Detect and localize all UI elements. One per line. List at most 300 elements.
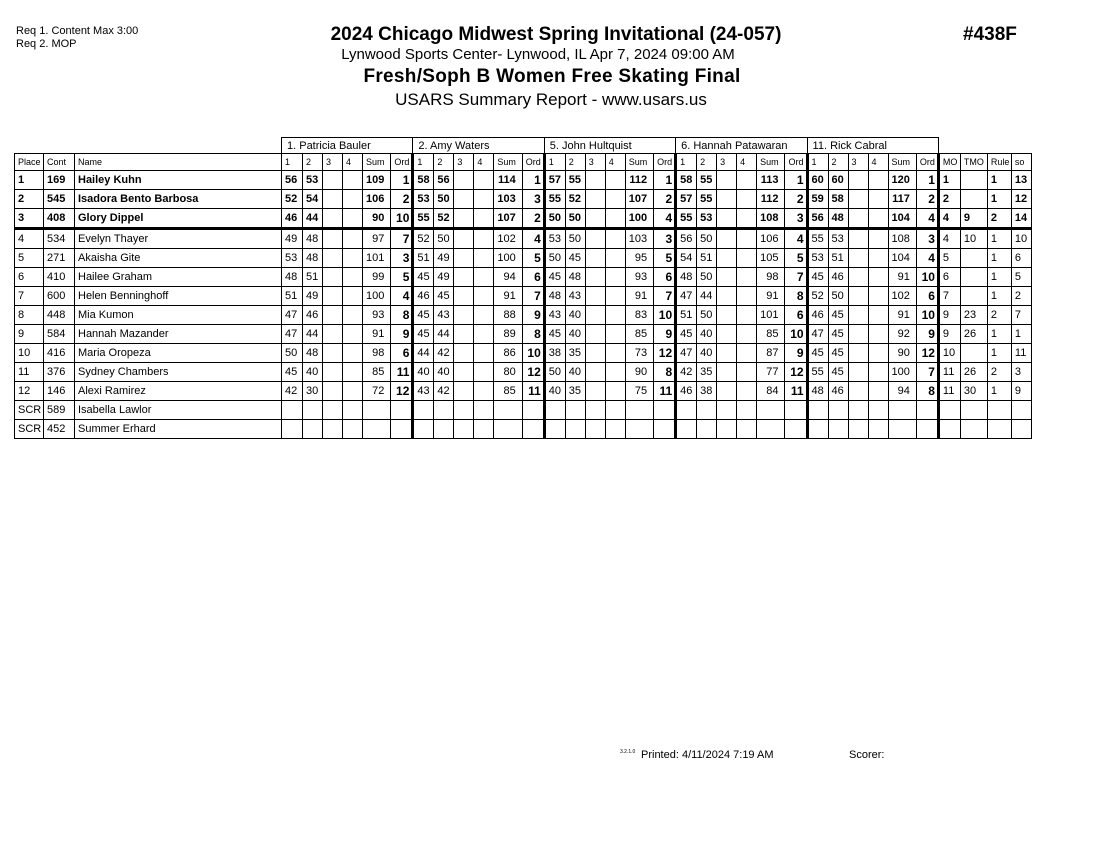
so-cell: 11 [1011,344,1031,363]
score-cell [868,209,888,229]
tmo-cell [960,171,987,190]
score-cell: 53 [807,249,828,268]
ordinal-cell: 3 [785,209,807,229]
so-cell: 5 [1011,268,1031,287]
sum-cell: 102 [494,229,522,249]
score-cell [605,190,625,209]
score-cell [848,229,868,249]
sum-cell [888,401,916,420]
score-cell [434,420,454,439]
score-cell [303,401,323,420]
tail-col-header: Rule [987,154,1011,171]
ordinal-cell [916,401,938,420]
score-cell: 51 [303,268,323,287]
judge-col-header: 3 [454,154,474,171]
skater-name-cell: Evelyn Thayer [75,229,282,249]
rule-cell [987,401,1011,420]
score-cell [282,401,303,420]
rule-cell: 1 [987,382,1011,401]
judge-col-header: Ord [654,154,676,171]
sum-cell: 85 [757,325,785,344]
score-cell [717,190,737,209]
score-cell: 45 [565,249,585,268]
score-cell [717,382,737,401]
sum-cell: 93 [625,268,653,287]
ordinal-cell: 5 [391,268,413,287]
sum-cell: 120 [888,171,916,190]
score-cell [585,420,605,439]
ordinal-cell: 1 [785,171,807,190]
tmo-cell [960,420,987,439]
skater-name-cell: Helen Benninghoff [75,287,282,306]
score-cell [343,229,363,249]
ordinal-cell: 1 [522,171,544,190]
score-cell: 50 [828,287,848,306]
score-cell: 48 [676,268,697,287]
sum-cell: 100 [888,363,916,382]
score-cell: 45 [544,325,565,344]
ordinal-cell: 11 [391,363,413,382]
score-cell: 45 [676,325,697,344]
score-cell: 48 [807,382,828,401]
score-cell [868,249,888,268]
cont-cell: 589 [44,401,75,420]
ordinal-cell [785,420,807,439]
score-cell: 52 [434,209,454,229]
score-cell: 40 [565,363,585,382]
skater-name-cell: Isabella Lawlor [75,401,282,420]
score-cell: 55 [807,229,828,249]
sum-cell: 91 [494,287,522,306]
rule-cell: 2 [987,306,1011,325]
ordinal-cell: 10 [391,209,413,229]
cont-cell: 584 [44,325,75,344]
sum-cell: 89 [494,325,522,344]
ordinal-cell [522,401,544,420]
result-row [15,420,1032,439]
ordinal-cell: 2 [785,190,807,209]
sum-cell [757,401,785,420]
score-cell [585,190,605,209]
ordinal-cell [785,401,807,420]
score-cell: 46 [676,382,697,401]
score-cell: 35 [565,344,585,363]
score-cell: 51 [282,287,303,306]
place-cell: 12 [15,382,44,401]
score-cell: 40 [544,382,565,401]
ordinal-cell [916,420,938,439]
judge-col-header: 4 [343,154,363,171]
sum-cell: 107 [494,209,522,229]
score-cell [737,344,757,363]
score-cell [868,171,888,190]
result-row [15,382,1032,401]
score-cell [282,420,303,439]
score-cell [585,344,605,363]
printed-timestamp: Printed: 4/11/2024 7:19 AM [641,749,774,761]
score-cell: 49 [303,287,323,306]
score-cell [737,268,757,287]
ordinal-cell: 5 [654,249,676,268]
score-cell: 53 [697,209,717,229]
skater-name-cell: Mia Kumon [75,306,282,325]
score-cell: 44 [303,209,323,229]
rule-cell: 1 [987,171,1011,190]
sum-cell: 91 [363,325,391,344]
score-cell: 51 [697,249,717,268]
col-cont-header: Cont [44,154,75,171]
score-cell [585,325,605,344]
judge-col-header: 1 [807,154,828,171]
score-cell: 38 [544,344,565,363]
score-cell [868,325,888,344]
score-cell [565,401,585,420]
score-cell [717,401,737,420]
score-cell: 49 [282,229,303,249]
sum-cell: 95 [625,249,653,268]
score-cell [323,420,343,439]
score-cell: 46 [413,287,434,306]
score-cell: 60 [807,171,828,190]
result-row [15,325,1032,344]
score-cell [454,229,474,249]
place-cell: SCR [15,420,44,439]
ordinal-cell [654,401,676,420]
score-cell: 42 [434,382,454,401]
score-cell [737,382,757,401]
sum-cell: 101 [757,306,785,325]
place-cell: 8 [15,306,44,325]
mo-cell: 5 [938,249,960,268]
result-row [15,190,1032,209]
score-cell: 45 [828,325,848,344]
so-cell: 9 [1011,382,1031,401]
score-cell: 35 [697,363,717,382]
score-cell [848,401,868,420]
scorer-label: Scorer: [849,749,885,761]
result-row [15,287,1032,306]
sum-cell: 93 [363,306,391,325]
cont-cell: 600 [44,287,75,306]
score-cell: 52 [282,190,303,209]
score-cell [343,325,363,344]
sum-cell [625,420,653,439]
mo-cell: 4 [938,229,960,249]
score-cell [585,363,605,382]
score-cell: 58 [676,171,697,190]
judge-name: 11. Rick Cabral [807,138,938,154]
sum-cell: 88 [494,306,522,325]
ordinal-cell: 2 [654,190,676,209]
report-name: USARS Summary Report - www.usars.us [395,90,707,109]
score-cell: 42 [282,382,303,401]
score-cell: 45 [282,363,303,382]
score-cell [848,287,868,306]
score-cell: 60 [828,171,848,190]
score-cell: 50 [697,268,717,287]
score-cell: 58 [413,171,434,190]
score-cell [605,382,625,401]
score-cell: 48 [565,268,585,287]
score-cell [737,171,757,190]
sum-cell: 113 [757,171,785,190]
ordinal-cell: 7 [522,287,544,306]
sum-cell: 72 [363,382,391,401]
score-cell: 57 [544,171,565,190]
so-cell: 13 [1011,171,1031,190]
result-row [15,268,1032,287]
score-cell: 50 [697,306,717,325]
cont-cell: 146 [44,382,75,401]
mo-cell: 9 [938,306,960,325]
sum-cell: 101 [363,249,391,268]
score-cell: 54 [676,249,697,268]
score-cell [474,229,494,249]
score-cell [605,268,625,287]
judge-col-header: 3 [323,154,343,171]
ordinal-cell: 2 [916,190,938,209]
sum-cell: 102 [888,287,916,306]
tmo-cell [960,190,987,209]
judge-col-header: 1 [544,154,565,171]
skater-name-cell: Summer Erhard [75,420,282,439]
score-cell: 55 [807,363,828,382]
score-cell: 58 [828,190,848,209]
score-cell [454,287,474,306]
skater-name-cell: Maria Oropeza [75,344,282,363]
cont-cell: 545 [44,190,75,209]
tail-col-header: so [1011,154,1031,171]
sum-cell: 114 [494,171,522,190]
tmo-cell: 26 [960,325,987,344]
score-cell: 44 [434,325,454,344]
score-cell: 50 [434,229,454,249]
score-cell: 46 [828,268,848,287]
judge-col-header: 4 [605,154,625,171]
ordinal-cell: 3 [391,249,413,268]
score-cell: 52 [807,287,828,306]
score-cell [454,268,474,287]
place-cell: 7 [15,287,44,306]
score-cell: 44 [303,325,323,344]
rule-cell: 2 [987,209,1011,229]
score-cell [323,287,343,306]
score-cell: 55 [697,171,717,190]
sum-cell: 100 [625,209,653,229]
score-cell: 57 [676,190,697,209]
cont-cell: 534 [44,229,75,249]
sum-cell: 91 [888,268,916,287]
judge-col-header: 4 [737,154,757,171]
judge-col-header: 1 [676,154,697,171]
score-cell [605,344,625,363]
judge-col-header: Sum [625,154,653,171]
tmo-cell [960,268,987,287]
score-cell: 47 [807,325,828,344]
event-name: Fresh/Soph B Women Free Skating Final [363,66,741,87]
score-cell: 30 [303,382,323,401]
sum-cell: 86 [494,344,522,363]
score-cell: 48 [544,287,565,306]
ordinal-cell: 9 [391,325,413,344]
result-row [15,401,1032,420]
score-cell: 51 [676,306,697,325]
score-cell [565,420,585,439]
sum-cell: 105 [757,249,785,268]
score-cell [605,306,625,325]
tmo-cell [960,401,987,420]
col-place-header: Place [15,154,44,171]
score-cell [717,171,737,190]
score-cell [474,420,494,439]
skater-name-cell: Isadora Bento Barbosa [75,190,282,209]
sum-cell: 104 [888,249,916,268]
ordinal-cell: 12 [522,363,544,382]
ordinal-cell: 8 [522,325,544,344]
judge-col-header: 3 [848,154,868,171]
score-cell: 56 [434,171,454,190]
sum-cell: 100 [494,249,522,268]
mo-cell: 4 [938,209,960,229]
result-row [15,209,1032,229]
venue-line: Lynwood Sports Center- Lynwood, IL Apr 7, 2024 09:00 AM [341,46,735,63]
mo-cell: 7 [938,287,960,306]
sum-cell: 84 [757,382,785,401]
score-cell [585,249,605,268]
score-cell: 40 [697,344,717,363]
score-cell: 46 [303,306,323,325]
sum-cell: 112 [625,171,653,190]
ordinal-cell: 12 [785,363,807,382]
rule-cell: 1 [987,249,1011,268]
score-cell [474,268,494,287]
score-cell [737,229,757,249]
version-label: 3.2.1.0 [620,749,636,755]
ordinal-cell: 7 [654,287,676,306]
so-cell: 2 [1011,287,1031,306]
score-cell [605,420,625,439]
ordinal-cell: 12 [654,344,676,363]
score-cell [737,190,757,209]
score-cell: 55 [565,171,585,190]
score-cell: 45 [413,268,434,287]
score-cell [717,268,737,287]
judge-col-header: 1 [282,154,303,171]
ordinal-cell: 8 [654,363,676,382]
cont-cell: 169 [44,171,75,190]
result-row [15,249,1032,268]
score-cell [323,325,343,344]
score-cell [585,229,605,249]
score-cell [848,344,868,363]
ordinal-cell: 9 [785,344,807,363]
score-cell: 45 [807,268,828,287]
mo-cell: 1 [938,171,960,190]
score-cell [323,382,343,401]
score-cell: 48 [828,209,848,229]
score-cell [868,363,888,382]
ordinal-cell: 10 [916,268,938,287]
score-cell [605,171,625,190]
ordinal-cell: 12 [916,344,938,363]
sum-cell: 90 [888,344,916,363]
judge-col-header: 3 [585,154,605,171]
ordinal-cell: 6 [916,287,938,306]
sum-cell: 112 [757,190,785,209]
score-cell: 53 [303,171,323,190]
score-cell: 53 [828,229,848,249]
mo-cell [938,420,960,439]
score-cell [323,306,343,325]
score-cell: 55 [697,190,717,209]
score-cell [717,306,737,325]
score-cell [474,325,494,344]
result-row [15,229,1032,249]
score-cell [343,190,363,209]
score-cell [474,287,494,306]
score-cell [474,344,494,363]
score-cell [474,306,494,325]
score-cell [454,249,474,268]
score-cell: 50 [282,344,303,363]
cont-cell: 408 [44,209,75,229]
tmo-cell [960,249,987,268]
score-cell: 43 [434,306,454,325]
score-cell [454,382,474,401]
judge-name: 1. Patricia Bauler [282,138,413,154]
score-cell [676,401,697,420]
judge-name: 2. Amy Waters [413,138,544,154]
score-cell: 54 [303,190,323,209]
sum-cell: 100 [363,287,391,306]
sum-cell: 106 [757,229,785,249]
mo-cell [938,401,960,420]
score-cell [585,306,605,325]
score-cell: 51 [828,249,848,268]
score-cell [737,420,757,439]
score-cell: 45 [544,268,565,287]
mo-cell: 2 [938,190,960,209]
ordinal-cell: 10 [785,325,807,344]
results-table [14,137,1032,439]
ordinal-cell: 2 [522,209,544,229]
so-cell: 1 [1011,325,1031,344]
tmo-cell [960,287,987,306]
score-cell: 55 [544,190,565,209]
sum-cell: 98 [363,344,391,363]
score-cell [868,306,888,325]
score-cell [474,401,494,420]
sum-cell [363,420,391,439]
score-cell: 48 [303,344,323,363]
score-cell: 47 [676,287,697,306]
sum-cell: 85 [494,382,522,401]
sum-cell: 91 [757,287,785,306]
score-cell [454,325,474,344]
score-cell [323,344,343,363]
skater-name-cell: Alexi Ramirez [75,382,282,401]
ordinal-cell: 11 [785,382,807,401]
requirement-1: Req 1. Content Max 3:00 [16,25,139,37]
score-cell [343,268,363,287]
score-cell [343,287,363,306]
score-cell [737,287,757,306]
score-cell [868,287,888,306]
sum-cell [757,420,785,439]
score-cell: 40 [565,306,585,325]
score-cell [544,420,565,439]
score-cell: 45 [828,363,848,382]
